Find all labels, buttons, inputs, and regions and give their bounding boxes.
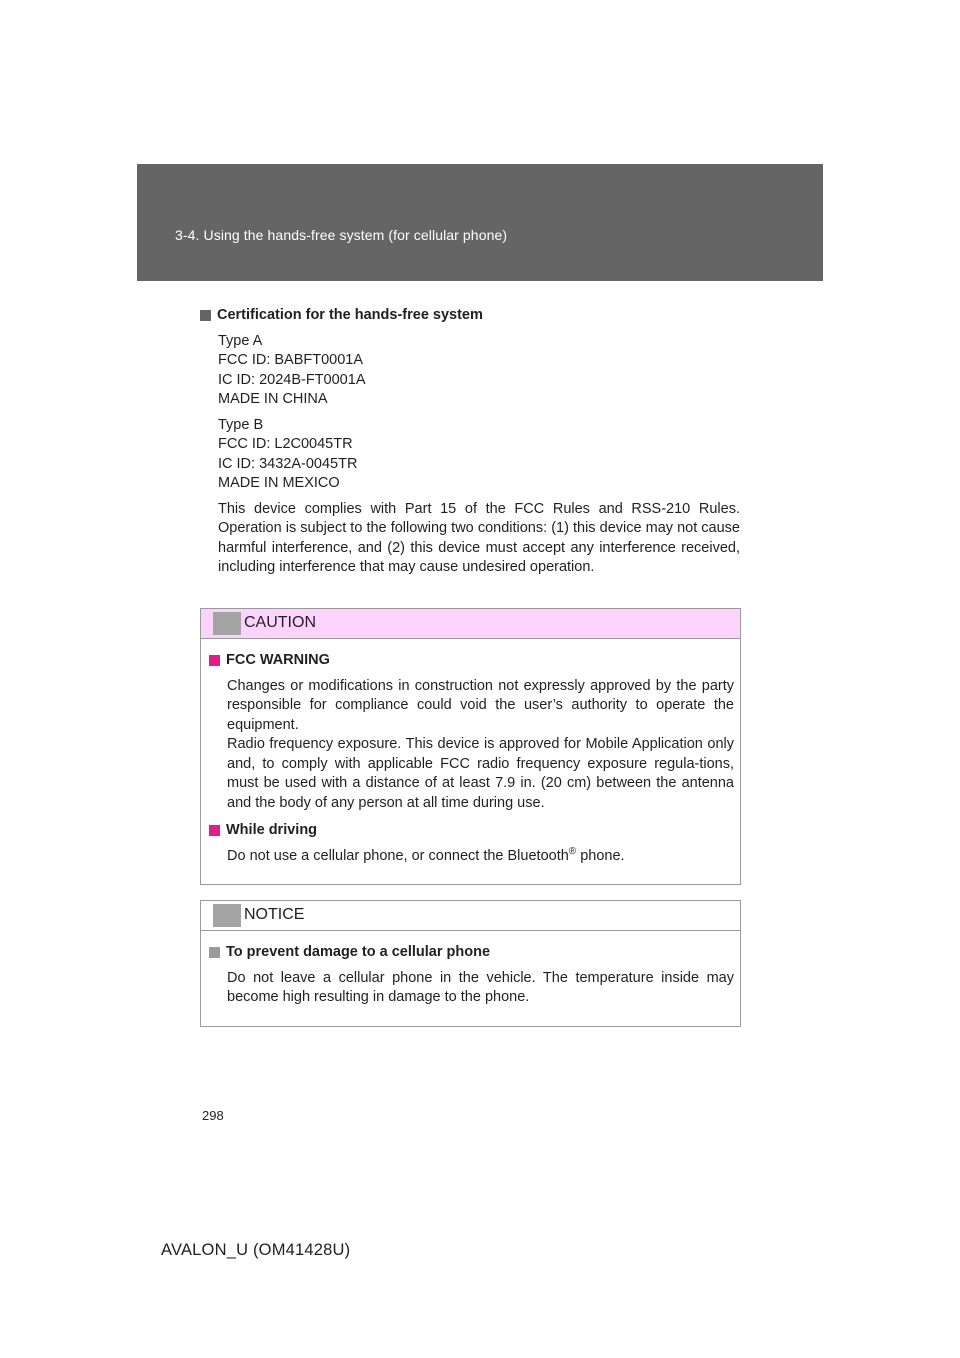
caution-header [201,609,740,639]
fcc-warning-text: Changes or modifications in construction not expressly approved by the party responsible for compliance could void the user’s authority to operate the equipment. Radio frequency exposure. This device is approved for Mobile Application only and, to comply with applicable FCC radio frequency exposure regula-tions, must be used with a distance of at least 7.9 in. (20 cm) between the antenna and the body of any person at all time during use. [227,677,734,811]
compliance-paragraph: This device complies with Part 15 of the FCC Rules and RSS-210 Rules. Operation is subject to the following two conditions: (1) this device may not cause harmful interference, and (2) this device must accept any interference received, including interference that may cause undesired operation. [218,500,740,575]
header-bar [137,164,823,281]
footer-document-code: AVALON_U (OM41428U) [161,1241,351,1259]
square-bullet-icon [200,310,211,321]
caution-body [201,639,740,884]
caution-box [200,608,741,885]
fcc-warning-heading: FCC WARNING [209,651,734,671]
caution-label: CAUTION [244,614,316,631]
type-b-block: Type B FCC ID: L2C0045TR IC ID: 3432A-0045TR MADE IN MEXICO [218,416,358,491]
square-bullet-icon [209,825,220,836]
certification-section [200,306,740,578]
section-title: 3-4. Using the hands-free system (for cellular phone) [175,227,508,243]
prevent-damage-heading: To prevent damage to a cellular phone [209,943,734,963]
certification-heading: Certification for the hands-free system [200,306,740,326]
notice-marker-icon [213,904,241,927]
caution-marker-icon [213,612,241,635]
page-number: 298 [202,1108,224,1123]
square-bullet-icon [209,655,220,666]
while-driving-text: Do not use a cellular phone, or connect the Bluetooth® phone. [227,845,625,864]
notice-box [200,900,741,1027]
notice-label: NOTICE [244,906,305,923]
notice-body [201,931,740,1026]
registered-mark: ® [568,845,577,857]
while-driving-heading: While driving [209,821,734,841]
square-bullet-icon [209,947,220,958]
prevent-damage-text: Do not leave a cellular phone in the vehicle. The temperature inside may become high resulting in damage to the phone. [227,969,734,1005]
type-a-block: Type A FCC ID: BABFT0001A IC ID: 2024B-FT0001A MADE IN CHINA [218,332,366,407]
notice-header [201,901,740,931]
